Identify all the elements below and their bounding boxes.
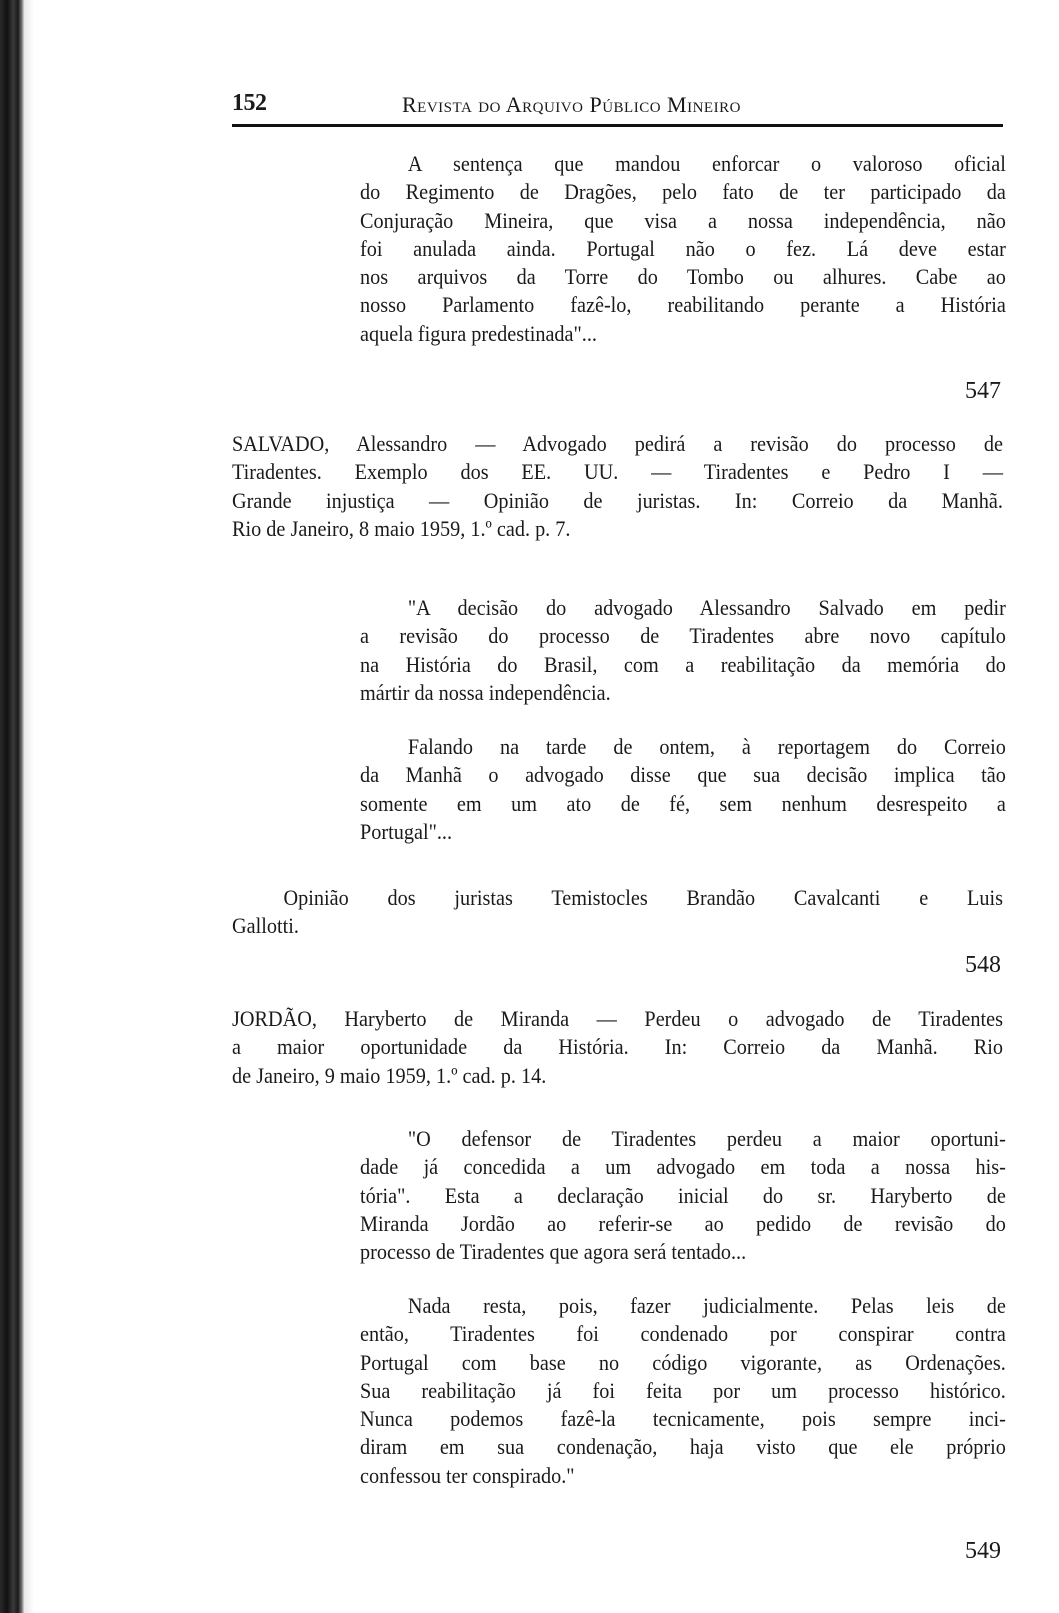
quote-line: então, Tiradentes foi condenado por conspirar contra	[360, 1321, 1006, 1347]
quote-line: dade já concedida a um advogado em toda a nossa his-	[360, 1154, 1006, 1180]
quote-jordao-p2	[360, 1292, 1006, 1490]
citation-line: a maior oportunidade da História. In: Correio da Manhã. Rio	[232, 1034, 1003, 1060]
quote-line: somente em um ato de fé, sem nenhum desrespeito a	[360, 790, 1006, 816]
quote-line: aquela figura predestinada"...	[360, 320, 597, 346]
quote-line: diram em sua condenação, haja visto que ele próprio	[360, 1434, 1006, 1460]
quote-salvado-p2	[360, 733, 1006, 846]
quote-line: processo de Tiradentes que agora será tentado...	[360, 1239, 747, 1265]
page-header	[232, 90, 1002, 124]
quote-block-546	[360, 150, 1006, 348]
quote-line: Portugal com base no código vigorante, as Ordenações.	[360, 1349, 1006, 1375]
quote-line: nos arquivos da Torre do Tombo ou alhures. Cabe ao	[360, 264, 1006, 290]
quote-line: a revisão do processo de Tiradentes abre novo capítulo	[360, 623, 1006, 649]
quote-line: Nada resta, pois, fazer judicialmente. Pelas leis de	[407, 1293, 1006, 1318]
quote-line: mártir da nossa independência.	[360, 679, 611, 705]
quote-line: do Regimento de Dragões, pelo fato de ter participado da	[360, 179, 1006, 205]
citation-line: Rio de Janeiro, 8 maio 1959, 1.º cad. p. 7.	[232, 515, 571, 541]
note-line: Opinião dos juristas Temistocles Brandão Cavalcanti e Luis	[283, 885, 1003, 910]
citation-salvado	[232, 430, 1003, 543]
entry-number: 547	[965, 378, 1001, 404]
note-line: Gallotti.	[232, 913, 299, 939]
note-salvado	[232, 884, 1003, 941]
quote-line: A sentença que mandou enforcar o valoroso oficial	[407, 151, 1006, 176]
citation-line: Tiradentes. Exemplo dos EE. UU. — Tiradentes e Pedro I —	[232, 459, 1003, 485]
quote-jordao-p1	[360, 1125, 1006, 1266]
quote-salvado-p1	[360, 594, 1006, 707]
entry-number: 548	[965, 952, 1001, 978]
quote-line: da Manhã o advogado disse que sua decisão implica tão	[360, 762, 1006, 788]
quote-line: tória". Esta a declaração inicial do sr. Haryberto de	[360, 1182, 1006, 1208]
running-title: Revista do Arquivo Público Mineiro	[402, 92, 741, 117]
header-rule	[232, 124, 1003, 127]
quote-line: confessou ter conspirado."	[360, 1462, 575, 1488]
quote-line: Nunca podemos fazê-la tecnicamente, pois sempre inci-	[360, 1406, 1006, 1432]
quote-line: Miranda Jordão ao referir-se ao pedido de revisão do	[360, 1210, 1006, 1236]
quote-line: Conjuração Mineira, que visa a nossa independência, não	[360, 207, 1006, 233]
citation-line: Grande injustiça — Opinião de juristas. In: Correio da Manhã.	[232, 487, 1003, 513]
citation-line: SALVADO, Alessandro — Advogado pedirá a revisão do processo de	[232, 431, 1003, 456]
quote-line: na História do Brasil, com a reabilitação da memória do	[360, 651, 1006, 677]
binding-shadow	[24, 0, 34, 1613]
citation-line: JORDÃO, Haryberto de Miranda — Perdeu o advogado de Tiradentes	[232, 1006, 1003, 1031]
quote-line: foi anulada ainda. Portugal não o fez. Lá deve estar	[360, 235, 1006, 261]
quote-line: nosso Parlamento fazê-lo, reabilitando perante a História	[360, 292, 1006, 318]
page-number: 152	[232, 90, 267, 116]
quote-line: Falando na tarde de ontem, à reportagem do Correio	[407, 734, 1006, 759]
quote-line: "O defensor de Tiradentes perdeu a maior oportuni-	[407, 1126, 1006, 1151]
citation-jordao	[232, 1005, 1003, 1090]
quote-line: "A decisão do advogado Alessandro Salvado em pedir	[407, 595, 1006, 620]
entry-number: 549	[965, 1538, 1001, 1564]
quote-line: Portugal"...	[360, 818, 453, 844]
citation-line: de Janeiro, 9 maio 1959, 1.º cad. p. 14.	[232, 1062, 547, 1088]
quote-line: Sua reabilitação já foi feita por um processo histórico.	[360, 1377, 1006, 1403]
book-binding-edge	[0, 0, 24, 1613]
